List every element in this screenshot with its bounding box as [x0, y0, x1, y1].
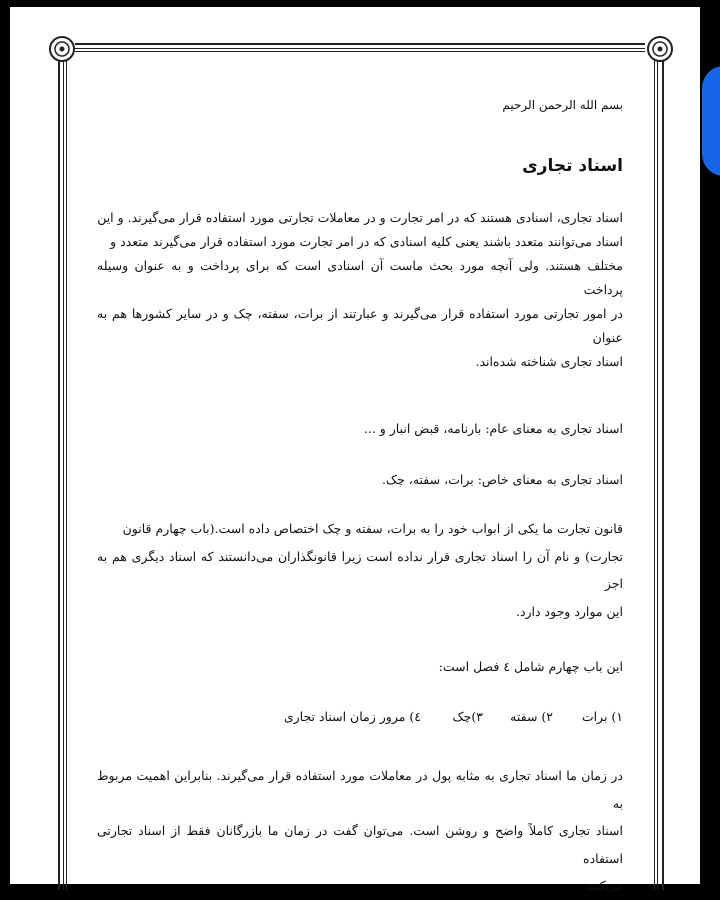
- page-border-top-inner: [75, 48, 645, 49]
- list-item: ٢) سفته: [510, 709, 553, 724]
- corner-ornament-icon: [47, 34, 77, 64]
- page-border-left-inner2: [66, 60, 67, 890]
- text-line: در زمان ما اسناد تجاری به مثابه پول در معاملات مورد استفاده قرار می‌گیرند. بنابراین اهمیت مربوط به: [97, 768, 623, 811]
- page-title: اسناد تجاری: [522, 156, 623, 176]
- text-line: اسناد تجاری، اسنادی هستند که در امر تجارت و در معاملات تجارتی مورد استفاده قرار می‌گیرند. و این: [97, 210, 623, 225]
- text-line: اسناد تجاری شناخته شده‌اند.: [475, 354, 623, 369]
- page-border-right: [662, 60, 664, 890]
- text-line: تجارت) و نام آن را اسناد تجاری قرار نداده است زیرا قانونگذاران می‌دانستند که اسناد دیگری هم به اجز: [97, 548, 623, 591]
- text-line: در امور تجارتی مورد استفاده قرار می‌گیرند و عبارتند از برات، سفته، چک و در سایر کشورها هم به عنوان: [97, 306, 623, 345]
- text-line: قانون تجارت ما یکی از ابواب خود را به برات، سفته و چک اختصاص داده است.(باب چهارم قانون: [122, 521, 623, 536]
- list-item: ١) برات: [581, 709, 623, 724]
- corner-ornament-icon: [645, 34, 675, 64]
- list-item: ٤) مرور زمان اسناد تجاری: [283, 709, 421, 724]
- basmala: بسم الله الرحمن الرحیم: [502, 98, 623, 112]
- text-line: می‌کنند.: [581, 878, 623, 893]
- paragraph-specific-meaning: اسناد تجاری به معنای خاص: برات، سفته، چک.: [381, 472, 623, 487]
- page-border-right-inner: [657, 60, 658, 890]
- page-border-top: [75, 43, 645, 45]
- text-line: اسناد می‌توانند متعدد باشند یعنی کلیه اسنادی که در امر تجارت مورد استفاده قرار می‌گیرند متعدد و: [110, 234, 623, 249]
- page-border-right-inner2: [654, 60, 655, 890]
- paragraph-definition: [97, 206, 623, 374]
- list-item: ٣)چک: [452, 709, 483, 724]
- page-border-left: [58, 60, 60, 890]
- paragraph-general-meaning: اسناد تجاری به معنای عام: بارنامه، قبض انبار و ...: [363, 421, 623, 436]
- document-page: [10, 7, 700, 884]
- paragraph-commercial-law: [97, 515, 623, 625]
- text-line: اسناد تجاری کاملاً واضح و روشن است. می‌توان گفت در زمان ما بازرگانان فقط از اسناد تجارتی استفاده: [97, 823, 623, 866]
- text-line: مختلف هستند. ولی آنچه مورد بحث ماست آن اسنادی است که برای پرداخت و به عنوان وسیله پرداخت: [97, 258, 623, 297]
- side-tab[interactable]: [702, 66, 720, 176]
- paragraph-chapters-intro: این باب چهارم شامل ٤ فصل است:: [438, 659, 623, 674]
- page-border-left-inner: [63, 60, 64, 890]
- paragraph-importance: [97, 762, 623, 900]
- page-border-top-inner2: [75, 51, 645, 52]
- text-line: این موارد وجود دارد.: [515, 603, 623, 619]
